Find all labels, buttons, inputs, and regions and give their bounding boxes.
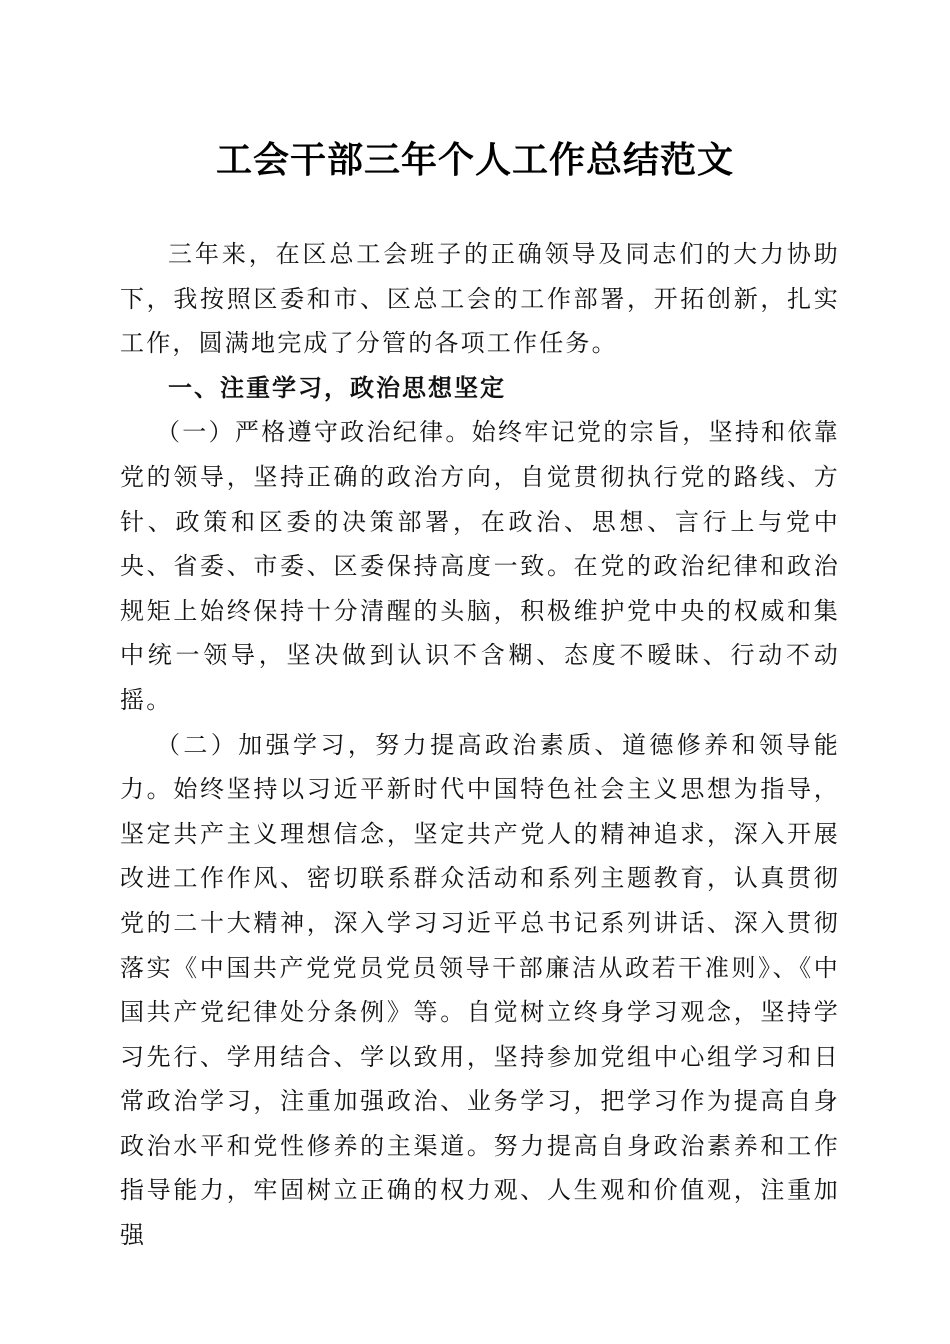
subsection-paragraph-2: （二）加强学习，努力提高政治素质、道德修养和领导能力。始终坚持以习近平新时代中国特色社会主义思想为指导，坚定共产主义理想信念，坚定共产党人的精神追求，深入开展改进工作作风、密切联系群众活动和系列主题教育，认真贯彻党的二十大精神，深入学习习近平总书记系列讲话、深入贯彻落实《中国共产党党员党员领导干部廉洁从政若干准则》、《中国共产党纪律处分条例》等。自觉树立终身学习观念，坚持学习先行、学用结合、学以致用，坚持参加党组中心组学习和日常政治学习，注重加强政治、业务学习，把学习作为提高自身政治水平和党性修养的主渠道。努力提高自身政治素养和工作指导能力，牢固树立正确的权力观、人生观和价值观，注重加强 [120, 730, 840, 1250]
section-heading: 一、注重学习，政治思想坚定 [168, 373, 506, 402]
subsection-paragraph-1: （一）严格遵守政治纪律。始终牢记党的宗旨，坚持和依靠党的领导，坚持正确的政治方向，自觉贯彻执行党的路线、方针、政策和区委的决策部署，在政治、思想、言行上与党中央、省委、市委、区委保持高度一致。在党的政治纪律和政治规矩上始终保持十分清醒的头脑，积极维护党中央的权威和集中统一领导，坚决做到认识不含糊、态度不暧昧、行动不动摇。 [120, 418, 840, 714]
intro-paragraph: 三年来，在区总工会班子的正确领导及同志们的大力协助下，我按照区委和市、区总工会的工作部署，开拓创新，扎实工作，圆满地完成了分管的各项工作任务。 [120, 240, 840, 358]
document-body [120, 232, 840, 1258]
document-title: 工会干部三年个人工作总结范文 [215, 139, 734, 181]
